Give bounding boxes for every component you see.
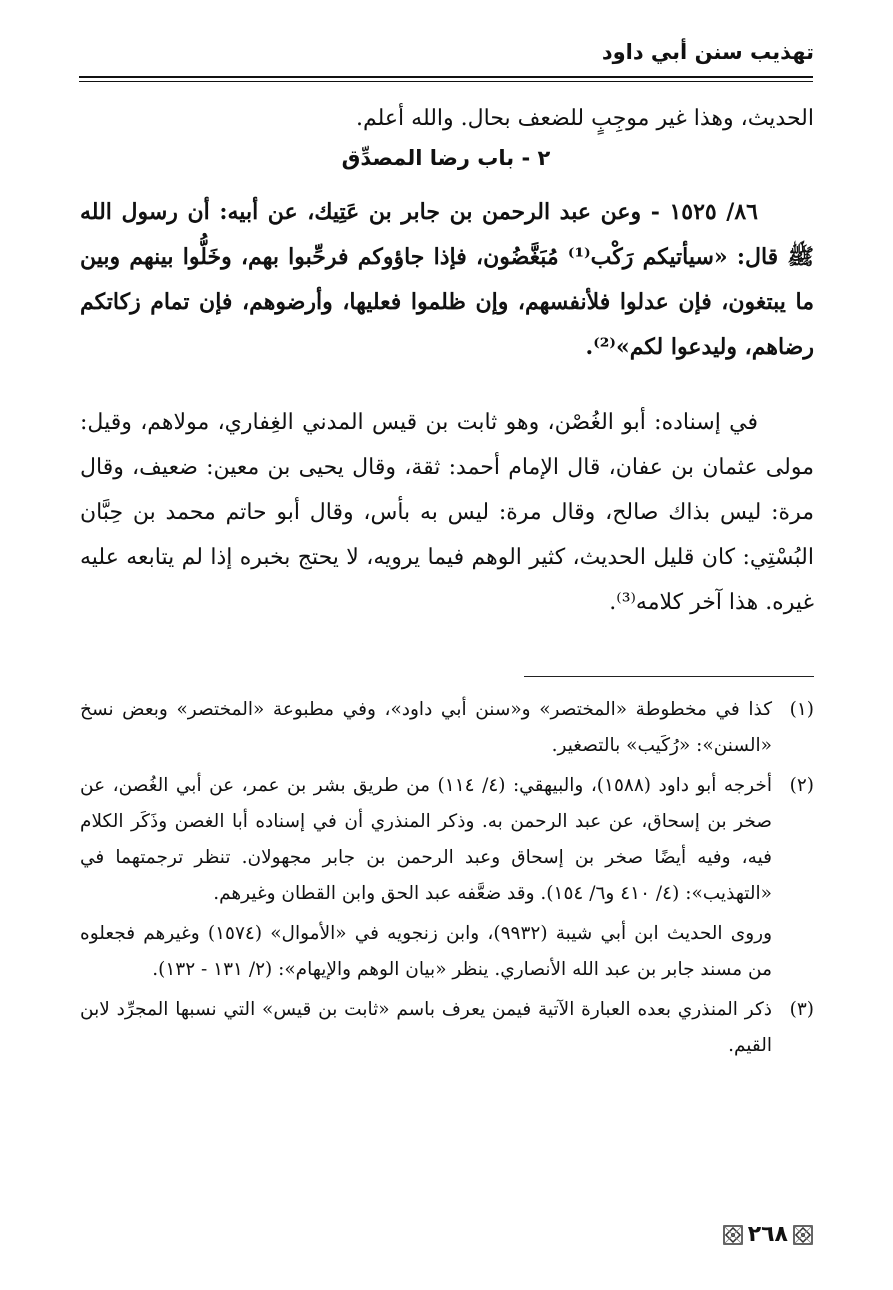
arabesque-ornament-icon xyxy=(722,1224,744,1246)
footnote-number: (١) xyxy=(789,699,814,720)
footnote-number: (٣) xyxy=(789,999,814,1020)
page-number-block xyxy=(722,1222,814,1247)
footnotes-section xyxy=(80,692,814,1068)
page-number: ٢٦٨ xyxy=(747,1222,788,1247)
footnote-2 xyxy=(80,768,814,912)
footnote-text: أخرجه أبو داود (١٥٨٨)، والبيهقي: (٤/ ١١٤) من طريق بشر بن عمر، عن أبي الغُصن، عن صخر بن إسحاق، عن عبد الرحمن به. وذكر المنذري أن في إسناده أبا الغصن وذَكَر الكلام فيه، وفيه أيضًا صخر بن إسحاق وعبد الرحمن بن جابر مجهولان. تنظر ترجمتهما في «التهذيب»: (٤/ ٤١٠ و٦/ ١٥٤). وقد ضعَّفه عبد الحق وابن القطان وغيرهم. xyxy=(80,775,772,904)
chapter-heading: ٢ - باب رضا المصدِّق xyxy=(341,146,551,170)
footnote-text: كذا في مخطوطة «المختصر» و«سنن أبي داود»، وفي مطبوعة «المختصر» وبعض نسخ «السنن»: «رُكَيب» بالتصغير. xyxy=(80,699,772,756)
footnote-text: ذكر المنذري بعده العبارة الآتية فيمن يعرف باسم «ثابت بن قيس» التي نسبها المجرِّد لابن القيم. xyxy=(80,999,772,1056)
footnote-3 xyxy=(80,992,814,1064)
header-rule-secondary xyxy=(79,81,813,82)
arabesque-ornament-icon xyxy=(792,1224,814,1246)
footnote-2-continuation: وروى الحديث ابن أبي شيبة (٩٩٣٢)، وابن زنجويه في «الأموال» (١٥٧٤) وغيرهم فجعلوه من مسند جابر بن عبد الله الأنصاري. ينظر «بيان الوهم والإيهام»: (٢/ ١٣١ - ١٣٢). xyxy=(80,923,773,980)
running-header-title: تهذيب سنن أبي داود xyxy=(601,40,814,64)
paragraph-continuation: الحديث، وهذا غير موجِبٍ للضعف بحال. والله أعلم. xyxy=(356,106,814,131)
commentary-paragraph: في إسناده: أبو الغُصْن، وهو ثابت بن قيس المدني الغِفاري، مولاهم، وقيل: مولى عثمان بن عفان، قال الإمام أحمد: ثقة، وقال يحيى بن معين: ضعيف، وقال مرة: ليس بذاك صالح، وقال مرة: ليس به بأس، وقال أبو حاتم محمد بن حِبَّان البُسْتِي: كان قليل الحديث، كثير الوهم فيما يرويه، لا يحتج بخبره إذا لم يتابعه عليه غيره. هذا آخر كلامه⁽³⁾. xyxy=(80,410,814,615)
hadith-paragraph: ٨٦/ ١٥٢٥ - وعن عبد الرحمن بن جابر بن عَتِيك، عن أبيه: أن رسول الله ﷺ قال: «سيأتيكم رَكْب⁽¹⁾ مُبَغَّضُون، فإذا جاؤوكم فرحِّبوا بهم، وخَلُّوا بينهم وبين ما يبتغون، فإن عدلوا فلأنفسهم، وإن ظلموا فعليها، وأرضوهم، فإن تمام زكاتكم رضاهم، وليدعوا لكم»⁽²⁾. xyxy=(80,199,814,360)
footnote-1 xyxy=(80,692,814,764)
footnote-number: (٢) xyxy=(789,775,814,796)
header-rule xyxy=(79,76,813,78)
footnote-separator xyxy=(524,676,814,677)
